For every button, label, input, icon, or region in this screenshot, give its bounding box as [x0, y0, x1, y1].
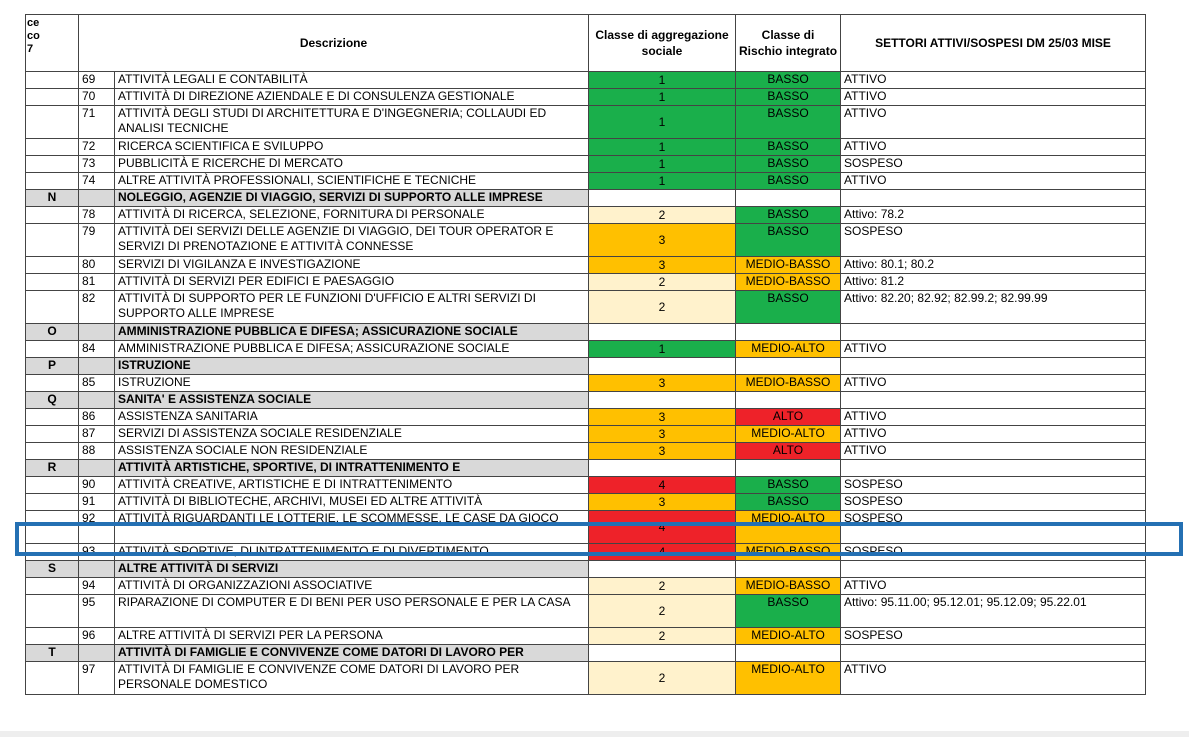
sector-status-cell: ATTIVO [841, 341, 1146, 358]
table-row [26, 477, 1146, 494]
blank-cell [736, 324, 841, 341]
blank-cell [589, 358, 736, 375]
sector-status-cell: SOSPESO [841, 156, 1146, 173]
table-body [26, 72, 1146, 695]
sector-status-cell: ATTIVO [841, 173, 1146, 190]
agg-class-cell: 2 [589, 274, 736, 291]
blank-cell [589, 460, 736, 477]
empty-code-cell [26, 578, 79, 595]
empty-code-cell [26, 341, 79, 358]
table-row [26, 224, 1146, 257]
row-number: 71 [79, 106, 115, 139]
row-description: ATTIVITÀ DI SERVIZI PER EDIFICI E PAESAGGIO [115, 274, 589, 291]
sector-status-cell: SOSPESO [841, 224, 1146, 257]
risk-class-cell: MEDIO-BASSO [736, 375, 841, 392]
row-description: ALTRE ATTIVITÀ PROFESSIONALI, SCIENTIFICHE E TECNICHE [115, 173, 589, 190]
blank-cell [736, 645, 841, 662]
empty-code-cell [26, 72, 79, 89]
row-description: ATTIVITÀ LEGALI E CONTABILITÀ [115, 72, 589, 89]
empty-code-cell [26, 662, 79, 695]
row-number: 90 [79, 477, 115, 494]
empty-code-cell [26, 139, 79, 156]
blank-cell [589, 561, 736, 578]
blank-cell [736, 190, 841, 207]
sector-status-cell: ATTIVO [841, 426, 1146, 443]
section-title: ATTIVITÀ ARTISTICHE, SPORTIVE, DI INTRATTENIMENTO E [115, 460, 589, 477]
row-description: AMMINISTRAZIONE PUBBLICA E DIFESA; ASSICURAZIONE SOCIALE [115, 341, 589, 358]
blank-cell [841, 561, 1146, 578]
section-code: P [26, 358, 79, 375]
blank-cell [736, 358, 841, 375]
agg-class-cell: 3 [589, 409, 736, 426]
agg-class-cell: 3 [589, 375, 736, 392]
row-number: 69 [79, 72, 115, 89]
row-number: 93 [79, 544, 115, 561]
row-number: 79 [79, 224, 115, 257]
row-description: ATTIVITÀ DEI SERVIZI DELLE AGENZIE DI VIAGGIO, DEI TOUR OPERATOR E SERVIZI DI PRENOTAZIONE E ATTIVITÀ CONNESSE [115, 224, 589, 257]
row-description: ATTIVITÀ DEGLI STUDI DI ARCHITETTURA E D'INGEGNERIA; COLLAUDI ED ANALISI TECNICHE [115, 106, 589, 139]
row-number: 91 [79, 494, 115, 511]
risk-class-cell: MEDIO-ALTO [736, 341, 841, 358]
empty-code-cell [26, 106, 79, 139]
section-title: AMMINISTRAZIONE PUBBLICA E DIFESA; ASSICURAZIONE SOCIALE [115, 324, 589, 341]
table-row [26, 375, 1146, 392]
blank-cell [79, 324, 115, 341]
sector-status-cell: ATTIVO [841, 578, 1146, 595]
empty-code-cell [26, 628, 79, 645]
table-row [26, 544, 1146, 561]
agg-class-cell: 3 [589, 443, 736, 460]
table-row [26, 106, 1146, 139]
sector-status-cell: Attivo: 82.20; 82.92; 82.99.2; 82.99.99 [841, 291, 1146, 324]
risk-class-cell: MEDIO-BASSO [736, 578, 841, 595]
agg-class-cell: 1 [589, 341, 736, 358]
empty-code-cell [26, 443, 79, 460]
section-row [26, 645, 1146, 662]
table-row [26, 89, 1146, 106]
table-row [26, 257, 1146, 274]
row-number: 80 [79, 257, 115, 274]
blank-cell [79, 645, 115, 662]
bottom-strip [0, 731, 1189, 737]
row-number: 81 [79, 274, 115, 291]
empty-code-cell [26, 544, 79, 561]
row-description: ATTIVITÀ DI BIBLIOTECHE, ARCHIVI, MUSEI ED ALTRE ATTIVITÀ [115, 494, 589, 511]
risk-class-cell: BASSO [736, 595, 841, 628]
risk-class-cell: BASSO [736, 291, 841, 324]
row-description: ATTIVITÀ CREATIVE, ARTISTICHE E DI INTRATTENIMENTO [115, 477, 589, 494]
empty-code-cell [26, 274, 79, 291]
agg-class-cell: 4 [589, 477, 736, 494]
agg-class-cell: 2 [589, 578, 736, 595]
risk-class-cell: MEDIO-ALTO [736, 426, 841, 443]
agg-class-cell: 3 [589, 224, 736, 257]
empty-code-cell [26, 477, 79, 494]
row-description: RICERCA SCIENTIFICA E SVILUPPO [115, 139, 589, 156]
row-number: 92 [79, 511, 115, 544]
blank-cell [79, 561, 115, 578]
table-row [26, 511, 1146, 544]
sector-status-cell: ATTIVO [841, 139, 1146, 156]
risk-class-cell: ALTO [736, 443, 841, 460]
sector-status-cell: ATTIVO [841, 106, 1146, 139]
section-code: O [26, 324, 79, 341]
row-description: RIPARAZIONE DI COMPUTER E DI BENI PER USO PERSONALE E PER LA CASA [115, 595, 589, 628]
risk-class-cell: MEDIO-BASSO [736, 257, 841, 274]
risk-class-cell: ALTO [736, 409, 841, 426]
sector-status-cell: Attivo: 95.11.00; 95.12.01; 95.12.09; 95.22.01 [841, 595, 1146, 628]
empty-code-cell [26, 89, 79, 106]
agg-class-cell: 1 [589, 72, 736, 89]
empty-code-cell [26, 207, 79, 224]
row-number: 86 [79, 409, 115, 426]
row-number: 96 [79, 628, 115, 645]
blank-cell [79, 460, 115, 477]
agg-class-cell: 1 [589, 173, 736, 190]
empty-code-cell [26, 511, 79, 544]
row-number: 72 [79, 139, 115, 156]
table-row [26, 409, 1146, 426]
row-number: 74 [79, 173, 115, 190]
sector-status-cell: ATTIVO [841, 443, 1146, 460]
sector-status-cell: ATTIVO [841, 375, 1146, 392]
header-sectors: SETTORI ATTIVI/SOSPESI DM 25/03 MISE [841, 15, 1146, 72]
risk-class-cell: MEDIO-BASSO [736, 274, 841, 291]
blank-cell [79, 358, 115, 375]
table-row [26, 595, 1146, 628]
agg-class-cell: 2 [589, 595, 736, 628]
row-number: 95 [79, 595, 115, 628]
row-description: ALTRE ATTIVITÀ DI SERVIZI PER LA PERSONA [115, 628, 589, 645]
section-row [26, 460, 1146, 477]
agg-class-cell: 2 [589, 628, 736, 645]
blank-cell [589, 190, 736, 207]
blank-cell [841, 460, 1146, 477]
row-number: 78 [79, 207, 115, 224]
agg-class-cell: 2 [589, 662, 736, 695]
section-row [26, 190, 1146, 207]
row-description: ATTIVITÀ DI RICERCA, SELEZIONE, FORNITURA DI PERSONALE [115, 207, 589, 224]
empty-code-cell [26, 426, 79, 443]
table-row [26, 139, 1146, 156]
header-risk-class: Classe di Rischio integrato [736, 15, 841, 72]
header-row [26, 15, 1146, 72]
row-description: ATTIVITÀ DI DIREZIONE AZIENDALE E DI CONSULENZA GESTIONALE [115, 89, 589, 106]
table-row [26, 274, 1146, 291]
section-row [26, 561, 1146, 578]
blank-cell [841, 190, 1146, 207]
blank-cell [841, 324, 1146, 341]
risk-class-cell: MEDIO-ALTO [736, 662, 841, 695]
row-description: ATTIVITÀ DI SUPPORTO PER LE FUNZIONI D'UFFICIO E ALTRI SERVIZI DI SUPPORTO ALLE IMPRESE [115, 291, 589, 324]
agg-class-cell: 3 [589, 426, 736, 443]
blank-cell [589, 324, 736, 341]
row-number: 82 [79, 291, 115, 324]
risk-class-cell: BASSO [736, 139, 841, 156]
sector-status-cell: ATTIVO [841, 89, 1146, 106]
risk-class-cell: BASSO [736, 224, 841, 257]
risk-class-cell: BASSO [736, 477, 841, 494]
empty-code-cell [26, 409, 79, 426]
risk-class-cell: BASSO [736, 106, 841, 139]
sector-status-cell: SOSPESO [841, 628, 1146, 645]
row-number: 97 [79, 662, 115, 695]
row-description: ASSISTENZA SANITARIA [115, 409, 589, 426]
table-row [26, 578, 1146, 595]
table-row [26, 662, 1146, 695]
row-number: 73 [79, 156, 115, 173]
section-code: N [26, 190, 79, 207]
risk-class-cell: BASSO [736, 89, 841, 106]
risk-class-cell: BASSO [736, 156, 841, 173]
risk-class-cell: BASSO [736, 494, 841, 511]
risk-class-cell: BASSO [736, 207, 841, 224]
agg-class-cell: 1 [589, 89, 736, 106]
empty-code-cell [26, 173, 79, 190]
section-code: Q [26, 392, 79, 409]
ateco-risk-table [25, 14, 1146, 695]
agg-class-cell: 1 [589, 156, 736, 173]
empty-code-cell [26, 494, 79, 511]
blank-cell [589, 392, 736, 409]
risk-class-cell: MEDIO-BASSO [736, 544, 841, 561]
row-number: 85 [79, 375, 115, 392]
table-row [26, 207, 1146, 224]
sector-status-cell: SOSPESO [841, 511, 1146, 544]
table-row [26, 341, 1146, 358]
row-description: SERVIZI DI ASSISTENZA SOCIALE RESIDENZIALE [115, 426, 589, 443]
table-row [26, 72, 1146, 89]
blank-cell [841, 645, 1146, 662]
row-number: 87 [79, 426, 115, 443]
agg-class-cell: 2 [589, 207, 736, 224]
sector-status-cell: Attivo: 81.2 [841, 274, 1146, 291]
sector-status-cell: Attivo: 80.1; 80.2 [841, 257, 1146, 274]
risk-class-cell: BASSO [736, 72, 841, 89]
risk-class-cell: MEDIO-ALTO [736, 628, 841, 645]
blank-cell [79, 392, 115, 409]
row-description: ATTIVITÀ SPORTIVE, DI INTRATTENIMENTO E DI DIVERTIMENTO [115, 544, 589, 561]
empty-code-cell [26, 224, 79, 257]
empty-code-cell [26, 257, 79, 274]
table-row [26, 426, 1146, 443]
row-description: ASSISTENZA SOCIALE NON RESIDENZIALE [115, 443, 589, 460]
risk-class-cell: MEDIO-ALTO [736, 511, 841, 544]
section-code: T [26, 645, 79, 662]
table-row [26, 156, 1146, 173]
empty-code-cell [26, 375, 79, 392]
header-description: Descrizione [79, 15, 589, 72]
row-number: 70 [79, 89, 115, 106]
agg-class-cell: 3 [589, 494, 736, 511]
agg-class-cell: 4 [589, 544, 736, 561]
row-description: ATTIVITÀ DI FAMIGLIE E CONVIVENZE COME DATORI DI LAVORO PER PERSONALE DOMESTICO [115, 662, 589, 695]
blank-cell [736, 561, 841, 578]
blank-cell [841, 392, 1146, 409]
section-title: NOLEGGIO, AGENZIE DI VIAGGIO, SERVIZI DI SUPPORTO ALLE IMPRESE [115, 190, 589, 207]
blank-cell [589, 645, 736, 662]
sector-status-cell: Attivo: 78.2 [841, 207, 1146, 224]
risk-class-cell: BASSO [736, 173, 841, 190]
table-row [26, 291, 1146, 324]
empty-code-cell [26, 156, 79, 173]
sector-status-cell: ATTIVO [841, 409, 1146, 426]
blank-cell [736, 392, 841, 409]
row-number: 88 [79, 443, 115, 460]
sector-status-cell: SOSPESO [841, 494, 1146, 511]
section-row [26, 358, 1146, 375]
table-row [26, 628, 1146, 645]
row-description: ISTRUZIONE [115, 375, 589, 392]
sector-status-cell: SOSPESO [841, 477, 1146, 494]
blank-cell [79, 190, 115, 207]
section-title: ATTIVITÀ DI FAMIGLIE E CONVIVENZE COME DATORI DI LAVORO PER [115, 645, 589, 662]
blank-cell [841, 358, 1146, 375]
sector-status-cell: ATTIVO [841, 662, 1146, 695]
table-row [26, 173, 1146, 190]
empty-code-cell [26, 291, 79, 324]
blank-cell [736, 460, 841, 477]
section-row [26, 392, 1146, 409]
header-agg-class: Classe di aggregazione sociale [589, 15, 736, 72]
sector-status-cell: ATTIVO [841, 72, 1146, 89]
header-code: ce co 7 [26, 15, 79, 72]
section-title: ALTRE ATTIVITÀ DI SERVIZI [115, 561, 589, 578]
agg-class-cell: 1 [589, 139, 736, 156]
row-description: SERVIZI DI VIGILANZA E INVESTIGAZIONE [115, 257, 589, 274]
section-title: ISTRUZIONE [115, 358, 589, 375]
agg-class-cell: 4 [589, 511, 736, 544]
row-description: ATTIVITÀ RIGUARDANTI LE LOTTERIE, LE SCOMMESSE, LE CASE DA GIOCO [115, 511, 589, 544]
table-row [26, 494, 1146, 511]
section-code: S [26, 561, 79, 578]
agg-class-cell: 1 [589, 106, 736, 139]
row-number: 84 [79, 341, 115, 358]
row-description: PUBBLICITÀ E RICERCHE DI MERCATO [115, 156, 589, 173]
empty-code-cell [26, 595, 79, 628]
row-number: 94 [79, 578, 115, 595]
table-row [26, 443, 1146, 460]
section-title: SANITA' E ASSISTENZA SOCIALE [115, 392, 589, 409]
section-code: R [26, 460, 79, 477]
sector-status-cell: SOSPESO [841, 544, 1146, 561]
row-description: ATTIVITÀ DI ORGANIZZAZIONI ASSOCIATIVE [115, 578, 589, 595]
section-row [26, 324, 1146, 341]
agg-class-cell: 2 [589, 291, 736, 324]
agg-class-cell: 3 [589, 257, 736, 274]
